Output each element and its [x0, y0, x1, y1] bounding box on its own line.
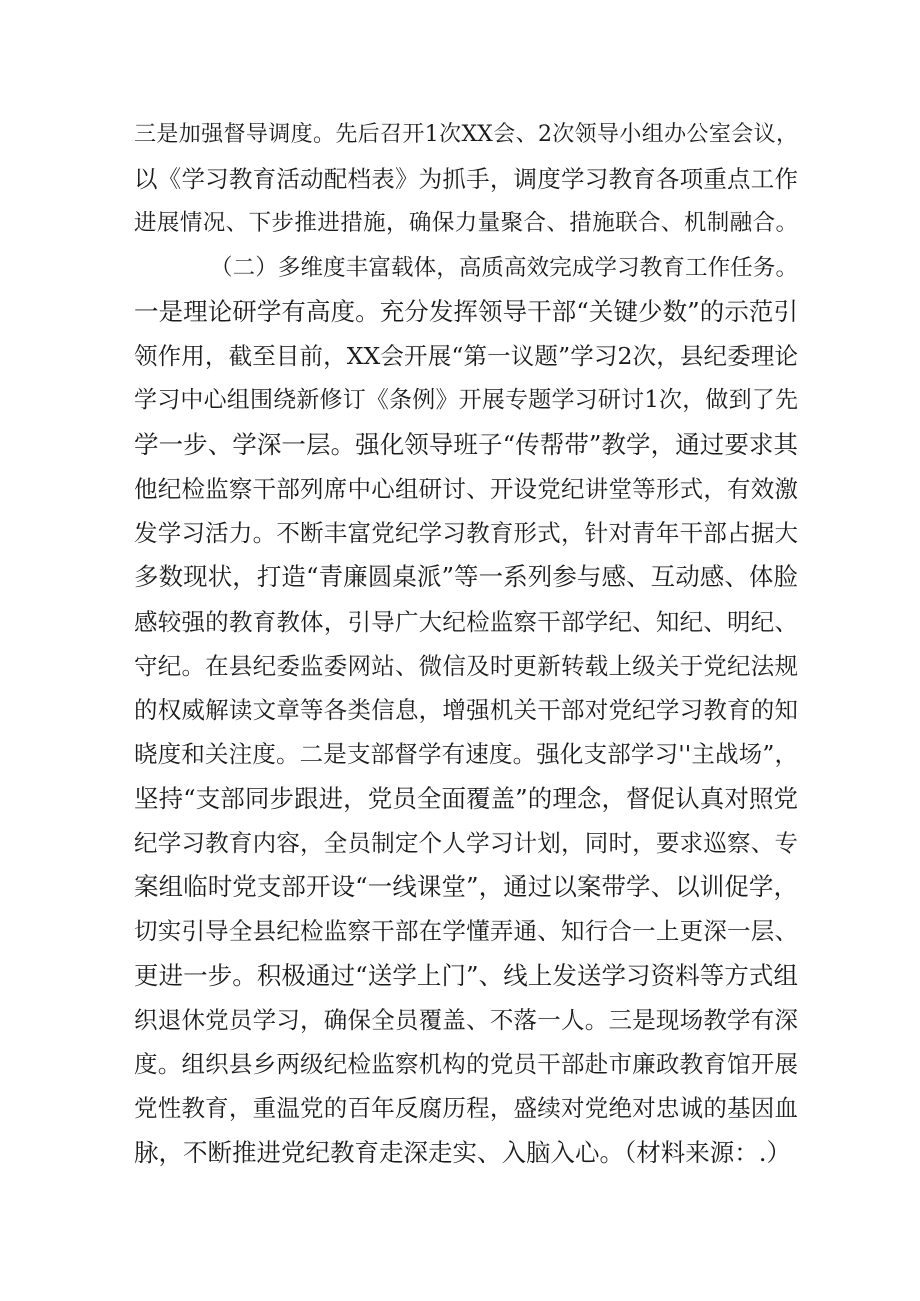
text-line: 一是理论研学有高度。充分发挥领导干部“关键少数”的示范引 — [134, 297, 798, 326]
text-line: 的权威解读文章等各类信息，增强机关干部对党纪学习教育的知 — [134, 696, 798, 724]
text-line-last: 脉，不断推进党纪教育走深走实、入脑入心。（材料来源：.） — [134, 1138, 792, 1167]
text-line: 晓度和关注度。二是支部督学有速度。强化支部学习''主战场”， — [134, 740, 798, 768]
section-heading: （二）多维度丰富载体，高质高效完成学习教育工作任务。 — [210, 255, 798, 281]
text-line: 学习中心组围绕新修订《条例》开展专题学习研讨1次，做到了先 — [134, 387, 798, 413]
text-line: 织退休党员学习，确保全员覆盖、不落一人。三是现场教学有深 — [134, 1006, 798, 1034]
text-line: 度。组织县乡两级纪检监察机构的党员干部赴市廉政教育馆开展 — [134, 1050, 798, 1078]
text-line: 纪学习教育内容，全员制定个人学习计划，同时，要求巡察、专 — [134, 829, 798, 857]
text-line: 学一步、学深一层。强化领导班子“传帮带”教学，通过要求其 — [134, 430, 798, 459]
text-line: 感较强的教育教体，引导广大纪检监察干部学纪、知纪、明纪、 — [134, 608, 798, 636]
text-line: 多数现状，打造“青廉圆桌派”等一系列参与感、互动感、体脸 — [134, 562, 798, 591]
text-line: 更进一步。积极通过“送学上门”、线上发送学习资料等方式组 — [134, 961, 798, 990]
text-line: 案组临时党支部开设“一线课堂”，通过以案带学、以训促学， — [134, 872, 798, 901]
text-line: 发学习活力。不断丰富党纪学习教育形式，针对青年干部占据大 — [134, 519, 798, 547]
text-line: 他纪检监察干部列席中心组研讨、开设党纪讲堂等形式，有效激 — [134, 475, 798, 503]
text-line: 坚持“支部同步跟进，党员全面覆盖”的理念，督促认真对照党 — [134, 784, 798, 813]
text-line: 党性教育，重温党的百年反腐历程，盛续对党绝对忠诚的基因血 — [134, 1094, 798, 1122]
text-line: 守纪。在县纪委监委网站、微信及时更新转载上级关于党纪法规 — [134, 652, 798, 680]
text-line: 领作用，截至目前，XX会开展“第一议题”学习2次，县纪委理论 — [134, 342, 798, 370]
text-line: 以《学习教育活动配档表》为抓手，调度学习教育各项重点工作 — [134, 165, 798, 193]
text-line: 切实引导全县纪检监察干部在学懂弄通、知行合一上更深一层、 — [134, 917, 798, 945]
text-line: 三是加强督导调度。先后召开1次XX会、2次领导小组办公室会议， — [134, 122, 798, 147]
text-line: 进展情况、下步推进措施，确保力量聚合、措施联合、机制融合。 — [134, 210, 798, 236]
